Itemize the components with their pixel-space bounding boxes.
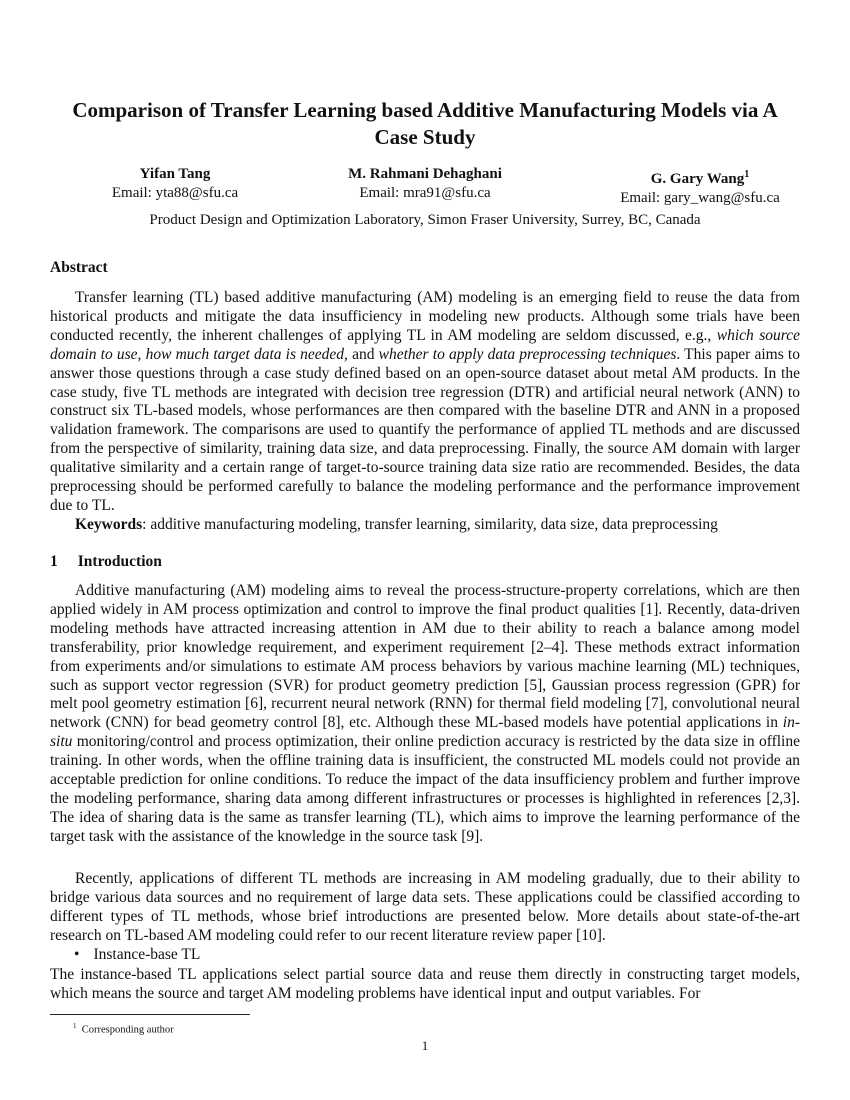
abstract-body: Transfer learning (TL) based additive manufacturing (AM) modeling is an emerging field to reuse the data from historical products and mitigate the data insufficiency in modeling new products. Although some trials have been conducted recently, the inherent challenges of applying TL in AM modeling are seldom discussed, e.g., which source domain to use, how much target data is needed, and whether to apply data preprocessing techniques. This paper aims to answer those questions through a case study defined based on an open-source dataset about metal AM products. In the case study, five TL methods are integrated with decision tree regression (DTR) and artificial neural network (ANN) to construct six TL-based models, whose performances are then compared with the baseline DTR and ANN in a proposed validation framework. The comparisons are used to quantify the performance of applied TL methods and are discussed from the perspective of similarity, training data size, and data preprocessing. Finally, the source AM domain with larger qualitative similarity and a certain range of target-to-source training data size ratio are recommended. Besides, the data preprocessing should be performed carefully to balance the modeling performance and the performance improvement due to TL. [50, 289, 801, 514]
footnote-text: Corresponding author [81, 1024, 174, 1036]
bullet-icon: • [74, 946, 80, 963]
section-number: 1 [50, 553, 58, 570]
keywords-label: Keywords [75, 516, 143, 533]
intro-paragraph-3: The instance-based TL applications select partial source data and reuse them directly in constructing target models, which means the source and target AM modeling problems have identical input and output variables. For [50, 966, 800, 1002]
author-2 [300, 165, 550, 203]
author-footnote-mark: 1 [744, 169, 750, 180]
section-heading-introduction [50, 553, 162, 571]
affiliation: Product Design and Optimization Laboratory, Simon Fraser University, Surrey, BC, Canada [149, 212, 701, 228]
abstract-heading: Abstract [50, 259, 108, 276]
keywords-line [75, 516, 718, 534]
author-name: Yifan Tang [139, 166, 211, 182]
author-email: Email: mra91@sfu.ca [359, 185, 491, 201]
intro-paragraph-1: Additive manufacturing (AM) modeling aims to reveal the process-structure-property correlations, which are then applied widely in AM process optimization and control to improve the final product qualities [1]. Recently, data-driven modeling methods have attracted increasing attention in AM due to their ability to reach a balance among model transferability, prior knowledge requirement, and experiment requirement [2–4]. These methods extract information from experiments and/or simulations to estimate AM process behaviors by various machine learning (ML) techniques, such as support vector regression (SVR) for product geometry prediction [5], Gaussian process regression (GPR) for melt pool geometry estimation [6], recurrent neural network (RNN) for thermal field modeling [7], convolutional neural network (CNN) for bead geometry control [8], etc. Although these ML-based models have potential applications in in-situ monitoring/control and process optimization, their online prediction accuracy is restricted by the data size in offline training. In other words, when the offline training data is insufficient, the constructed ML models could not provide an acceptable prediction for online conditions. To reduce the impact of the data insufficiency problem and further improve the modeling performance, sharing data among different infrastructures or processes is highlighted in references [2,3]. The idea of sharing data is the same as transfer learning (TL), which aims to improve the learning performance of the target task with the assistance of the knowledge in the source task [9]. [50, 582, 800, 845]
author-block [50, 165, 800, 205]
author-3 [570, 165, 830, 208]
footnote-divider [50, 1014, 250, 1015]
page-number: 1 [421, 1038, 429, 1053]
paper-title: Comparison of Transfer Learning based Additive Manufacturing Models via A Case Study [72, 98, 778, 149]
author-email: Email: gary_wang@sfu.ca [620, 190, 780, 206]
keywords-text: : additive manufacturing modeling, transfer learning, similarity, data size, data preprocessing [142, 516, 718, 533]
author-email: Email: yta88@sfu.ca [111, 185, 239, 201]
author-name: G. Gary Wang [650, 171, 745, 187]
footnote [73, 1022, 174, 1036]
footnote-mark: 1 [73, 1022, 77, 1030]
author-name: M. Rahmani Dehaghani [348, 166, 502, 182]
bullet-item [74, 946, 200, 964]
intro-paragraph-2: Recently, applications of different TL methods are increasing in AM modeling gradually, due to their ability to bridge various data sources and no requirement of large data sets. These applications could be classified according to different types of TL methods, whose brief introductions are presented below. More details about state-of-the-art research on TL-based AM modeling could refer to our recent literature review paper [10]. [50, 870, 800, 944]
section-title: Introduction [77, 553, 162, 570]
bullet-text: Instance-base TL [93, 946, 201, 963]
author-1 [50, 165, 300, 203]
